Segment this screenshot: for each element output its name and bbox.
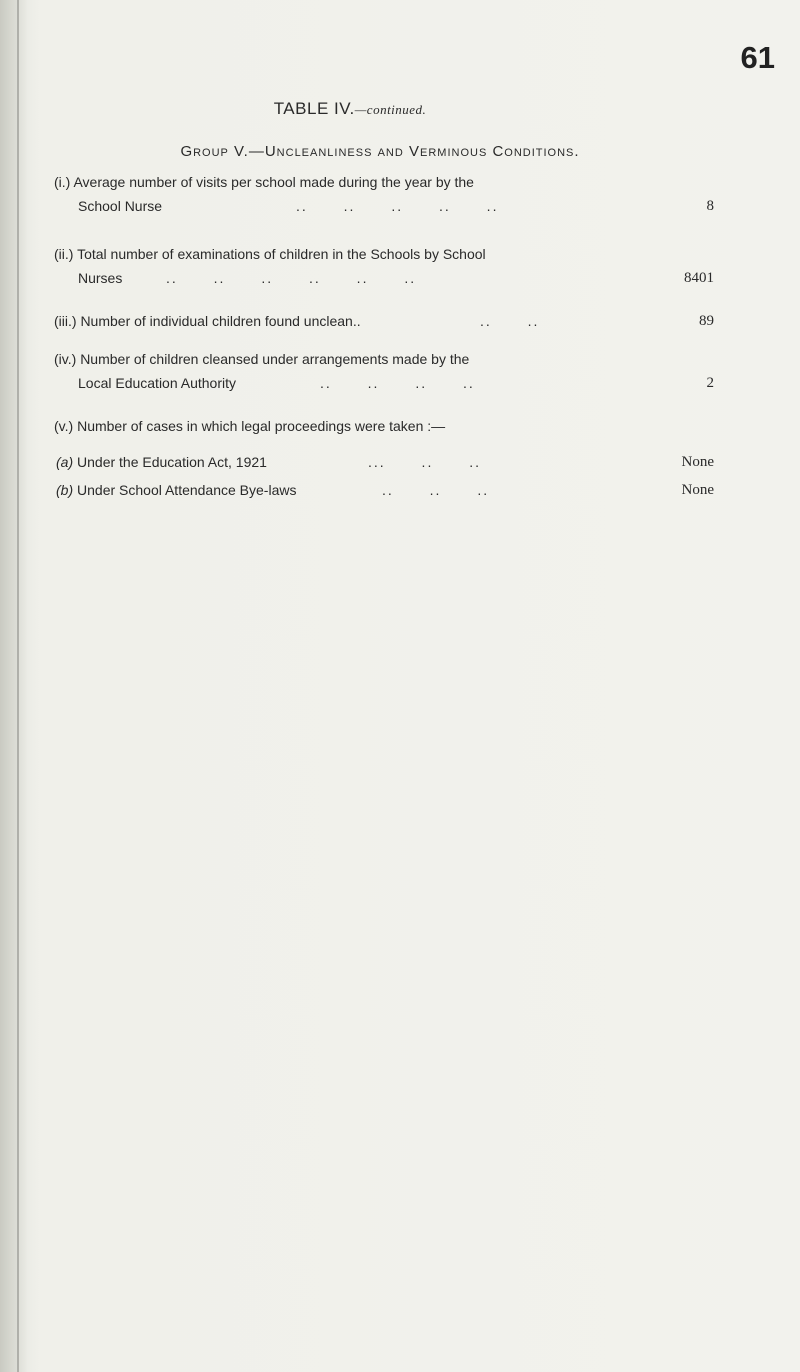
table-title-main: TABLE IV. [273,99,355,118]
item-number: (iii.) [54,313,77,329]
page-binding-shadow [0,0,28,1372]
sub-item-label: (b) [56,482,74,498]
binding-edge [17,0,19,1372]
item-text: Average number of visits per school made during the year by the [73,174,474,190]
item-value: 8 [706,198,714,214]
leader-dots: .. .. .. .. .. .. [166,270,417,286]
leader-dots: .. .. .. .. .. [296,198,499,214]
page-number: 61 [740,40,775,75]
list-item [54,242,714,290]
sub-item [56,450,714,474]
list-item [54,170,714,218]
item-text: Total number of examinations of children in the Schools by School [77,246,486,262]
item-text-cont: School Nurse [78,198,163,214]
item-value: 8401 [684,270,714,286]
leader-dots: ... .. .. [368,454,482,470]
leader-dots: .. .. .. [382,482,490,498]
group-title: Group V.—Uncleanliness and Verminous Conditions. [180,143,580,160]
sub-item [56,478,714,502]
item-number: (i.) [54,174,71,190]
item-text-cont: Nurses [78,270,123,286]
list-item [54,347,714,395]
item-text-cont: Local Education Authority [78,375,236,391]
item-number: (ii.) [54,246,74,262]
leader-dots: .. .. [480,313,540,329]
item-value: 2 [706,375,714,391]
list-item [54,414,714,438]
leader-dots: .. .. .. .. [320,375,475,391]
item-number: (v.) [54,418,74,434]
table-title-suffix: —continued. [354,102,427,117]
sub-item-value: None [681,482,714,498]
sub-item-text: Under the Education Act, 1921 [77,454,267,470]
sub-item-value: None [681,454,714,470]
sub-item-text: Under School Attendance Bye-laws [77,482,297,498]
item-value: 89 [699,313,714,329]
sub-item-label: (a) [56,454,74,470]
table-title [0,99,700,119]
item-text: Number of children cleansed under arrangements made by the [80,351,470,367]
list-item [54,309,714,333]
item-number: (iv.) [54,351,77,367]
item-text: Number of individual children found unclean.. [80,313,361,329]
item-text: Number of cases in which legal proceedings were taken :— [77,418,446,434]
